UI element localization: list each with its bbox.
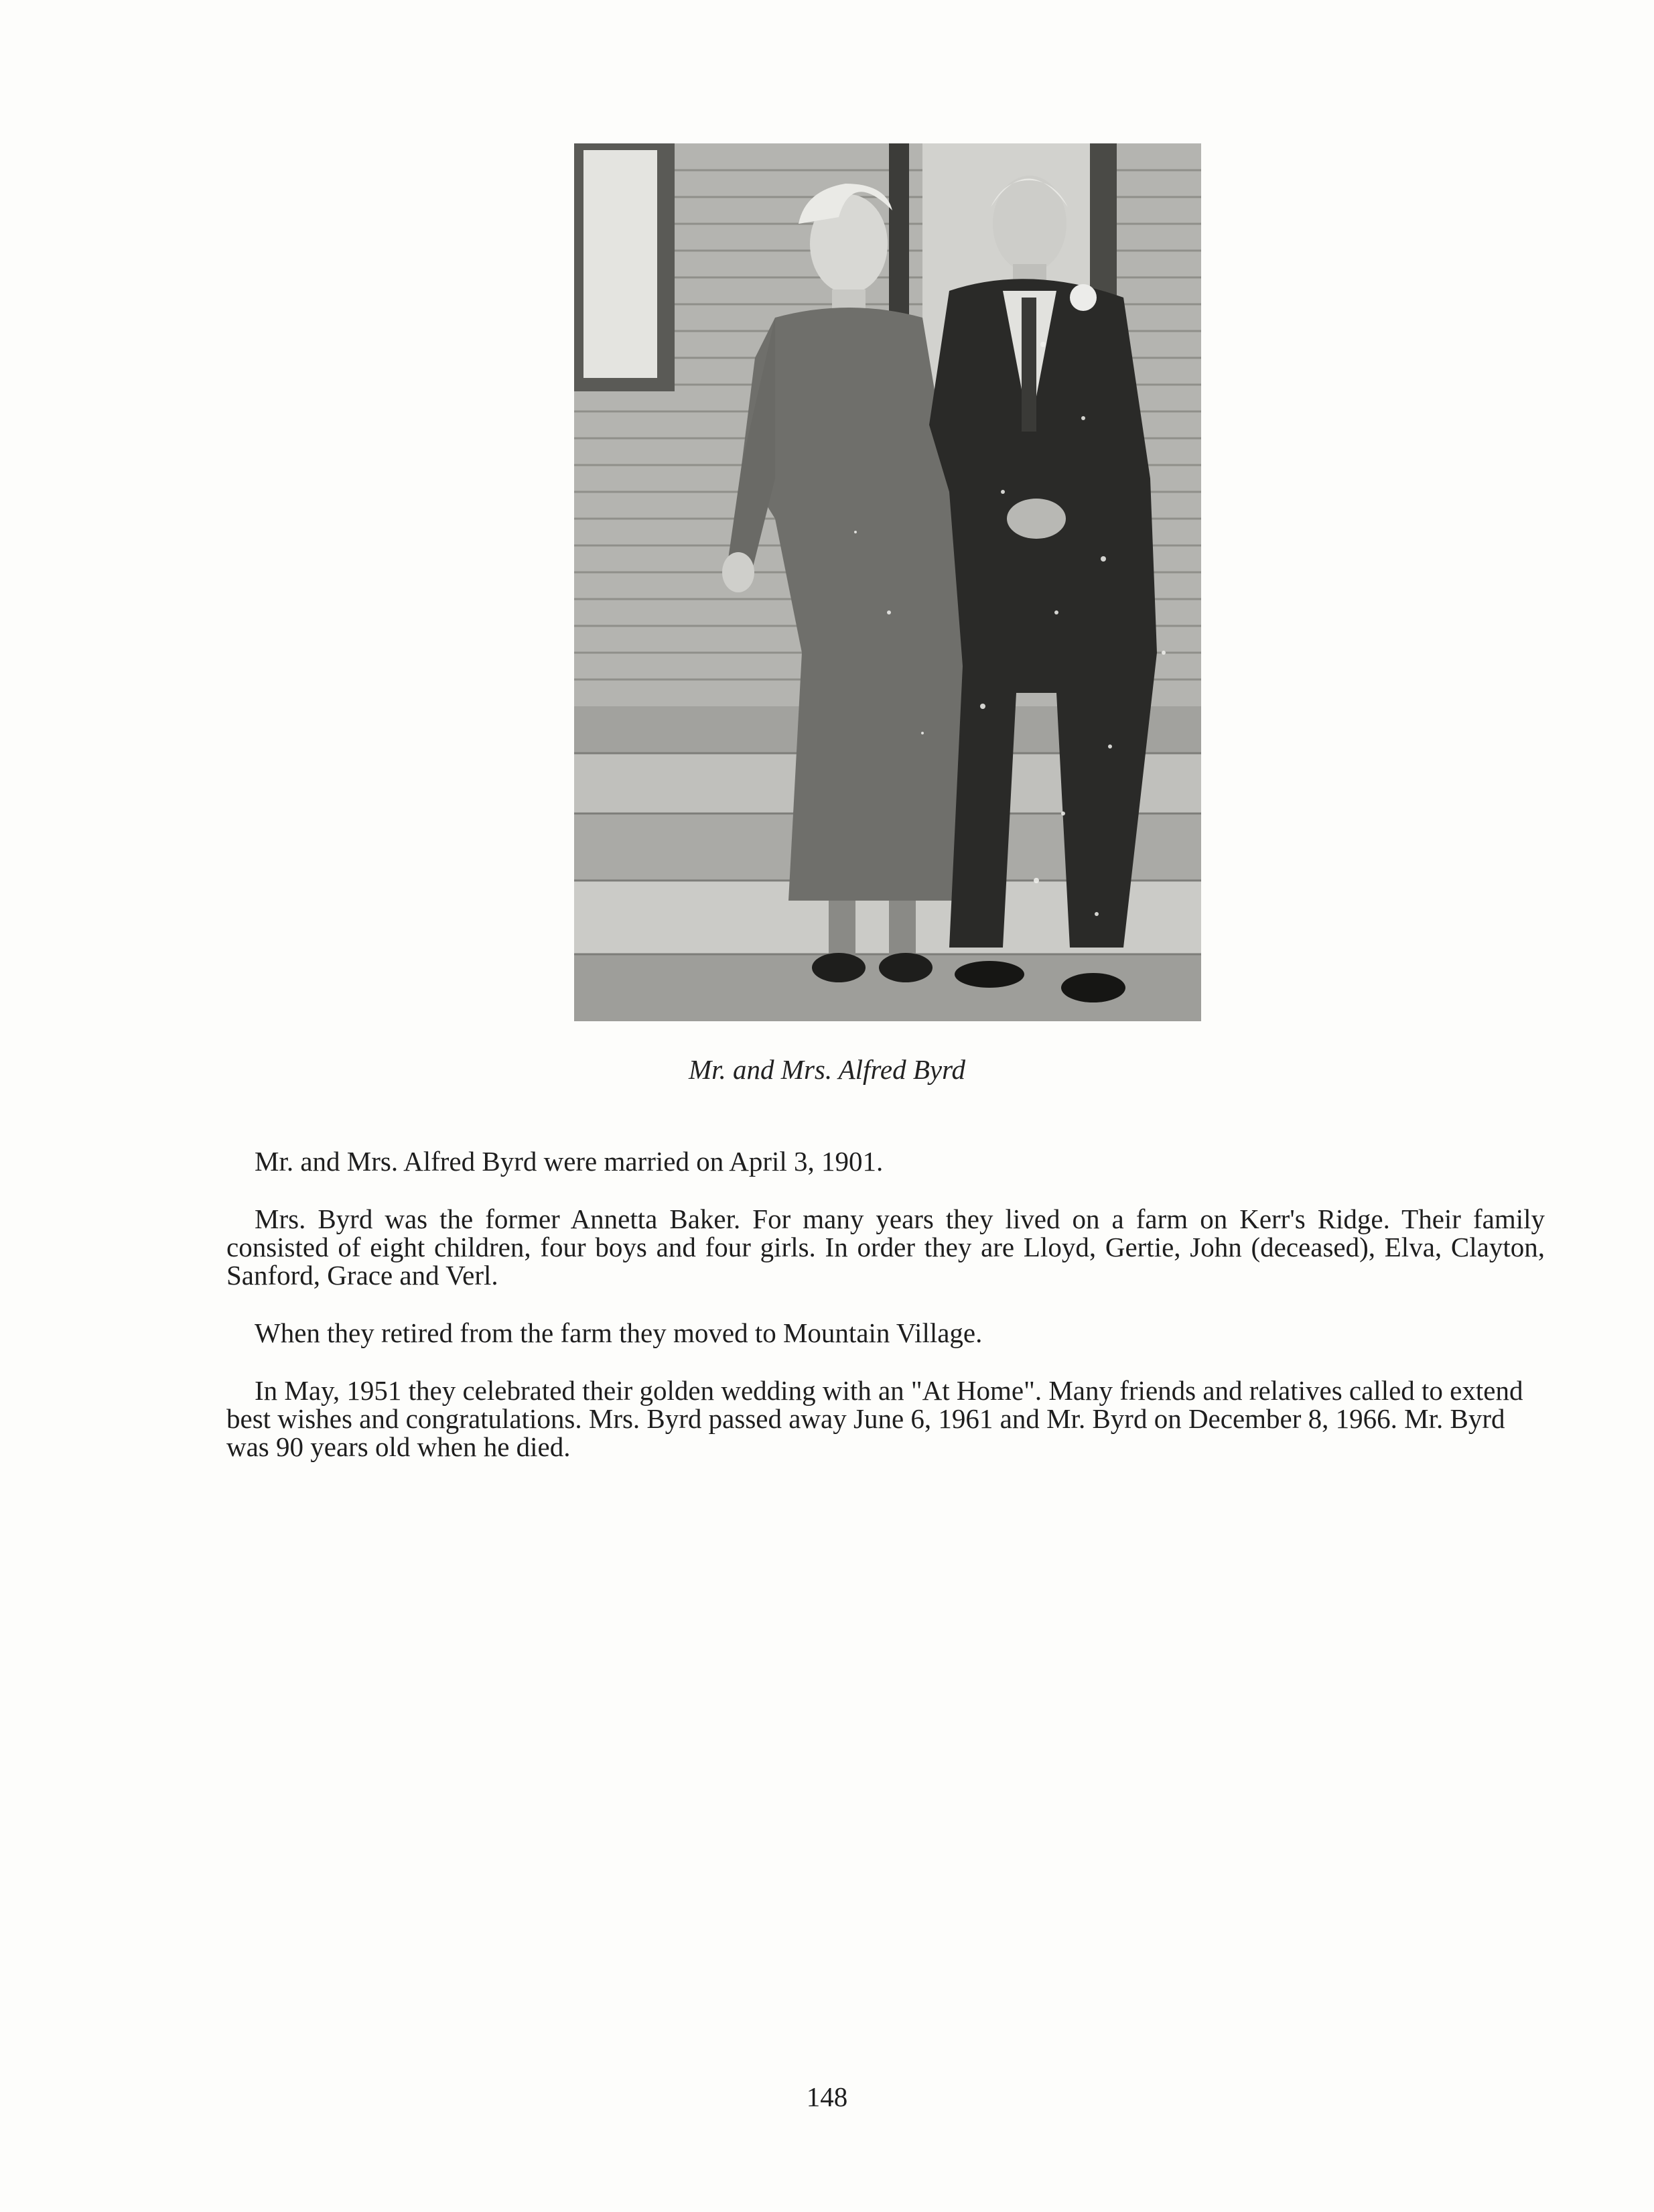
couple-photograph <box>574 143 1201 1021</box>
paragraph-marriage: Mr. and Mrs. Alfred Byrd were married on April 3, 1901. <box>255 1146 884 1177</box>
page-number: 148 <box>806 2081 848 2112</box>
paragraph-family: Mrs. Byrd was the former Annetta Baker. For many years they lived on a farm on Kerr's Ridge. Their family consisted of eight children, four boys and four girls. In order they are Lloyd, Gertie, John (deceased), Elva, Clayton, Sanford, Grace and Verl. <box>226 1203 1545 1291</box>
paragraph-golden-wedding: In May, 1951 they celebrated their golden wedding with an "At Home". Many friends and relatives called to extend best wishes and congratulations. Mrs. Byrd passed away June 6, 1961 and Mr. Byrd on December 8, 1966. Mr. Byrd was 90 years old when he died. <box>226 1375 1523 1462</box>
paragraph-retirement: When they retired from the farm they moved to Mountain Village. <box>255 1317 983 1348</box>
photo-caption: Mr. and Mrs. Alfred Byrd <box>688 1054 966 1085</box>
article-body <box>226 1147 1545 1490</box>
